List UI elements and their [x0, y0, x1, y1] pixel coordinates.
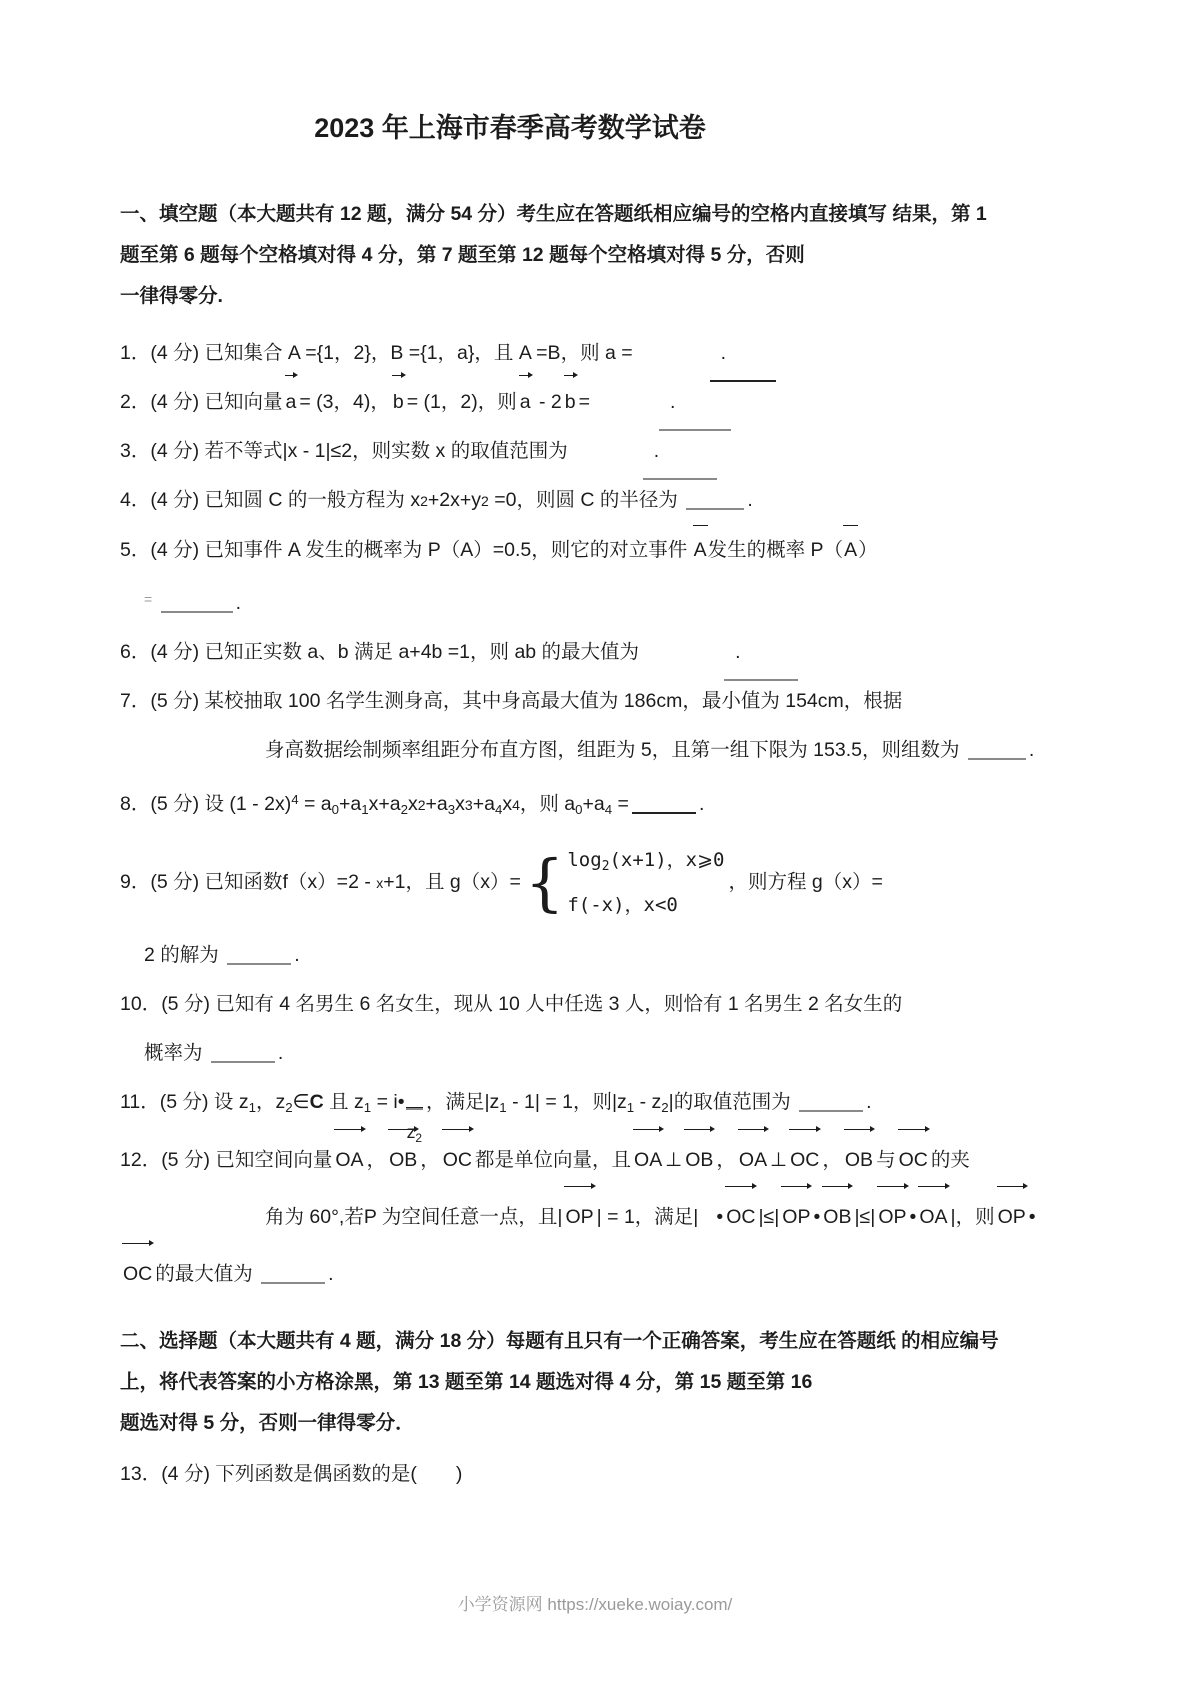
text: x	[376, 875, 384, 891]
text: C	[309, 1091, 324, 1113]
vector-OA: OA	[918, 1189, 948, 1246]
text	[152, 592, 157, 614]
text: | = 1，满足|	[596, 1206, 699, 1228]
text: |≤|	[758, 1206, 780, 1228]
text: •	[1028, 1206, 1036, 1228]
text: =	[144, 591, 153, 607]
text: = a	[298, 793, 332, 815]
text: .	[294, 944, 300, 966]
vector-OB: OB	[844, 1132, 874, 1189]
vector-OA: OA	[633, 1132, 663, 1189]
text: - 2	[533, 391, 562, 413]
text: .	[720, 342, 727, 364]
question-1	[120, 329, 1070, 378]
question-3-line-1	[120, 427, 1070, 476]
subscript: 0	[575, 802, 583, 817]
question-1-line-1	[120, 329, 1070, 378]
subscript: 2	[400, 802, 408, 817]
answer-blank	[261, 1281, 325, 1284]
text: 7．(5 分) 某校抽取 100 名学生测身高，其中身高最大值为 186cm，最小值为 154cm，根据	[120, 690, 903, 712]
text: 1．(4 分) 已知集合 A ={1，2}，B ={1，a}，且 A =B，则 a =	[120, 342, 633, 364]
question-9-line-1	[120, 834, 1070, 931]
vector-OP: OP	[564, 1189, 594, 1246]
question-3	[120, 427, 1070, 476]
vector-a: a	[519, 378, 532, 427]
section1-heading-line-1: 一、填空题（本大题共有 12 题，满分 54 分）考生应在答题纸相应编号的空格内直接填写 结果，第 1	[120, 203, 987, 225]
section2-heading-line-1: 二、选择题（本大题共有 4 题，满分 18 分）每题有且只有一个正确答案，考生应在答题纸 的相应编号	[120, 1330, 999, 1352]
answer-blank-below	[643, 478, 717, 480]
section1-heading-line-3: 一律得零分.	[120, 285, 223, 307]
question-2	[120, 378, 1070, 427]
question-13	[120, 1450, 1070, 1499]
vector-OB: OB	[822, 1189, 852, 1246]
text: •	[813, 1206, 821, 1228]
text: x+a	[368, 793, 401, 815]
question-2-line-1	[120, 378, 1070, 427]
text: 12．(5 分) 已知空间向量	[120, 1149, 333, 1171]
section2-heading	[120, 1321, 1070, 1444]
vector-OC: OC	[122, 1246, 153, 1303]
text: =	[612, 793, 629, 815]
text: 都是单位向量，且	[475, 1149, 632, 1171]
subscript: 1	[361, 802, 369, 817]
text: 的夹	[930, 1149, 970, 1171]
text: +a	[425, 793, 448, 815]
text: +2x+y	[427, 489, 482, 511]
question-5-line-2	[144, 575, 1070, 628]
vector-a: a	[285, 378, 298, 427]
question-7-line-1	[120, 677, 1070, 726]
text: 9．(5 分) 已知函数f（x）=2 -	[120, 871, 377, 893]
question-11	[120, 1078, 1070, 1145]
text: 8．(5 分) 设 (1 - 2x)	[120, 793, 292, 815]
piecewise-line	[567, 886, 724, 924]
answer-blank-below	[710, 380, 776, 382]
subscript: 1	[363, 1100, 372, 1115]
section2-heading-line-3: 题选对得 5 分，否则一律得零分．	[120, 1412, 415, 1434]
text: ）	[858, 539, 878, 561]
subscript: 1	[499, 1100, 507, 1115]
answer-blank	[161, 610, 233, 613]
question-8-line-1	[120, 775, 1070, 834]
question-10-line-2	[144, 1029, 1070, 1078]
text: •	[909, 1206, 917, 1228]
text: 概率为	[144, 1042, 208, 1064]
text: f(-x)，x<0	[567, 894, 678, 917]
question-6-line-1	[120, 628, 1070, 677]
answer-blank	[227, 962, 291, 965]
text: (x+1)，x⩾0	[609, 849, 725, 872]
text: .	[328, 1263, 334, 1285]
answer-blank	[799, 1109, 863, 1112]
overline-A: A	[693, 526, 708, 575]
text: 11．(5 分) 设 z	[120, 1091, 249, 1113]
text: 2	[417, 797, 426, 813]
text: .	[277, 1042, 284, 1064]
vector-OB: OB	[388, 1132, 418, 1189]
text: 2	[420, 493, 428, 509]
vector-b: b	[392, 378, 405, 427]
text: - 1| = 1，则|z	[506, 1091, 627, 1113]
choice-questions	[120, 1450, 1070, 1499]
vector-OA: OA	[738, 1132, 768, 1189]
text: 与	[876, 1149, 896, 1171]
text: x	[502, 793, 513, 815]
answer-blank	[211, 1060, 275, 1063]
text: +1，且 g（x）=	[383, 871, 521, 893]
vector-OC: OC	[725, 1189, 756, 1246]
text: ，	[716, 1149, 736, 1171]
text: 4	[512, 797, 520, 813]
text: 的最大值为	[155, 1263, 259, 1285]
text: .	[670, 391, 676, 413]
fill-in-questions	[120, 329, 1070, 1303]
question-12	[120, 1132, 1070, 1303]
question-7-line-2	[265, 726, 1070, 775]
question-5	[120, 526, 1070, 628]
section2-heading-line-2: 上，将代表答案的小方格涂黑，第 13 题至第 14 题选对得 4 分，第 15 题至第 16	[120, 1371, 813, 1393]
text: =	[578, 391, 590, 413]
text: ⊥	[665, 1149, 683, 1171]
subscript: 1	[626, 1100, 635, 1115]
overline-z: $z_2$	[406, 1108, 423, 1110]
text: 发生的概率 P（	[707, 539, 844, 561]
text: = i•	[371, 1091, 405, 1113]
question-13-line-1	[120, 1450, 1070, 1499]
vector-OP: OP	[877, 1189, 907, 1246]
subscript: 2	[285, 1100, 293, 1115]
text: 13．(4 分) 下列函数是偶函数的是( )	[120, 1463, 463, 1485]
question-11-line-1	[120, 1078, 1070, 1145]
text: 2	[481, 493, 489, 509]
text: log	[567, 849, 602, 872]
question-10	[120, 980, 1070, 1078]
text: .	[866, 1091, 872, 1113]
vector-OB: OB	[684, 1132, 714, 1189]
text: 6．(4 分) 已知正实数 a、b 满足 a+4b =1，则 ab 的最大值为	[120, 641, 640, 663]
text: 2 的解为	[144, 944, 225, 966]
text: 10．(5 分) 已知有 4 名男生 6 名女生，现从 10 人中任选 3 人，则恰有 1 名男生 2 名女生的	[120, 993, 903, 1015]
text: ⊥	[770, 1149, 788, 1171]
answer-blank	[968, 757, 1026, 760]
text: .	[747, 489, 753, 511]
subscript: 4	[604, 802, 613, 817]
vector-OC: OC	[442, 1132, 473, 1189]
subscript: 1	[248, 1100, 256, 1115]
text: ，	[420, 1149, 440, 1171]
superscript: 4	[291, 792, 299, 807]
question-9	[120, 834, 1070, 980]
question-7	[120, 677, 1070, 775]
subscript: 4	[494, 802, 503, 817]
question-4	[120, 476, 1070, 526]
text: •	[716, 1206, 724, 1228]
subscript: 2	[661, 1100, 669, 1115]
text: |，则	[950, 1206, 995, 1228]
subscript: 2	[415, 1131, 422, 1145]
subscript: 0	[331, 802, 340, 817]
section1-heading-line-2: 题至第 6 题每个空格填对得 4 分，第 7 题至第 12 题每个空格填对得 5 分，否则	[120, 244, 805, 266]
vector-OC: OC	[789, 1132, 820, 1189]
question-4-line-1	[120, 476, 1070, 526]
overline-A: A	[843, 526, 858, 575]
piecewise-lines	[567, 841, 724, 924]
text: 身高数据绘制频率组距分布直方图，组距为 5，且第一组下限为 153.5，则组数为	[265, 739, 965, 761]
text: - z	[634, 1091, 662, 1113]
text: =0，则圆 C 的半径为	[488, 489, 684, 511]
vector-OC: OC	[898, 1132, 929, 1189]
question-6	[120, 628, 1070, 677]
vector-OA: OA	[334, 1132, 364, 1189]
question-5-line-1	[120, 526, 1070, 575]
subscript: 2	[601, 859, 610, 875]
text: 角为 60°,若P 为空间任意一点，且|	[265, 1206, 563, 1228]
text: 5．(4 分) 已知事件 A 发生的概率为 P（A）=0.5，则它的对立事件	[120, 539, 693, 561]
vector-b: b	[564, 378, 577, 427]
vector-OP: OP	[781, 1189, 811, 1246]
text: ，则 a	[519, 793, 576, 815]
question-8	[120, 775, 1070, 834]
text: ，z	[255, 1091, 286, 1113]
text: x	[455, 793, 465, 815]
text: .	[235, 592, 242, 614]
question-12-line-1	[120, 1132, 1070, 1189]
question-9-line-2	[144, 931, 1070, 980]
text: +a	[472, 793, 495, 815]
text: 且 z	[323, 1091, 364, 1113]
text: = (1，2)，则	[406, 391, 517, 413]
vector-OP: OP	[997, 1189, 1027, 1246]
section1-heading	[120, 194, 1070, 317]
text: +a	[582, 793, 605, 815]
text: x	[407, 793, 418, 815]
piecewise-function	[525, 841, 725, 924]
page-title: 2023 年上海市春季高考数学试卷	[314, 113, 706, 143]
text: 3．(4 分) 若不等式|x - 1|≤2，则实数 x 的取值范围为	[120, 440, 568, 462]
question-10-line-1	[120, 980, 1070, 1029]
answer-blank-below	[659, 429, 731, 431]
answer-blank	[632, 811, 696, 814]
text: ，满足|z	[425, 1091, 500, 1113]
text: .	[1028, 739, 1035, 761]
piecewise-line	[567, 841, 724, 886]
question-12-line-2	[265, 1189, 1070, 1246]
text: .	[653, 440, 660, 462]
text: |的取值范围为	[668, 1091, 797, 1113]
text: .	[698, 793, 705, 815]
answer-blank	[686, 507, 744, 510]
text: .	[735, 641, 741, 663]
brace: {	[524, 845, 565, 919]
text: +a	[339, 793, 362, 815]
text: 4．(4 分) 已知圆 C 的一般方程为 x	[120, 489, 421, 511]
text: ，	[822, 1149, 842, 1171]
text: 2．(4 分) 已知向量	[120, 391, 283, 413]
question-12-line-3	[120, 1246, 1070, 1303]
page-footer: 小学资源网 https://xueke.woiay.com/	[457, 1595, 733, 1614]
text: |≤|	[854, 1206, 876, 1228]
subscript: 3	[447, 802, 456, 817]
text: 3	[464, 797, 473, 813]
text: ∈	[292, 1091, 310, 1113]
text: ，	[366, 1149, 387, 1171]
text: ，则方程 g（x）=	[728, 871, 883, 893]
text: = (3，4)，	[299, 391, 390, 413]
answer-blank-below	[724, 679, 798, 681]
